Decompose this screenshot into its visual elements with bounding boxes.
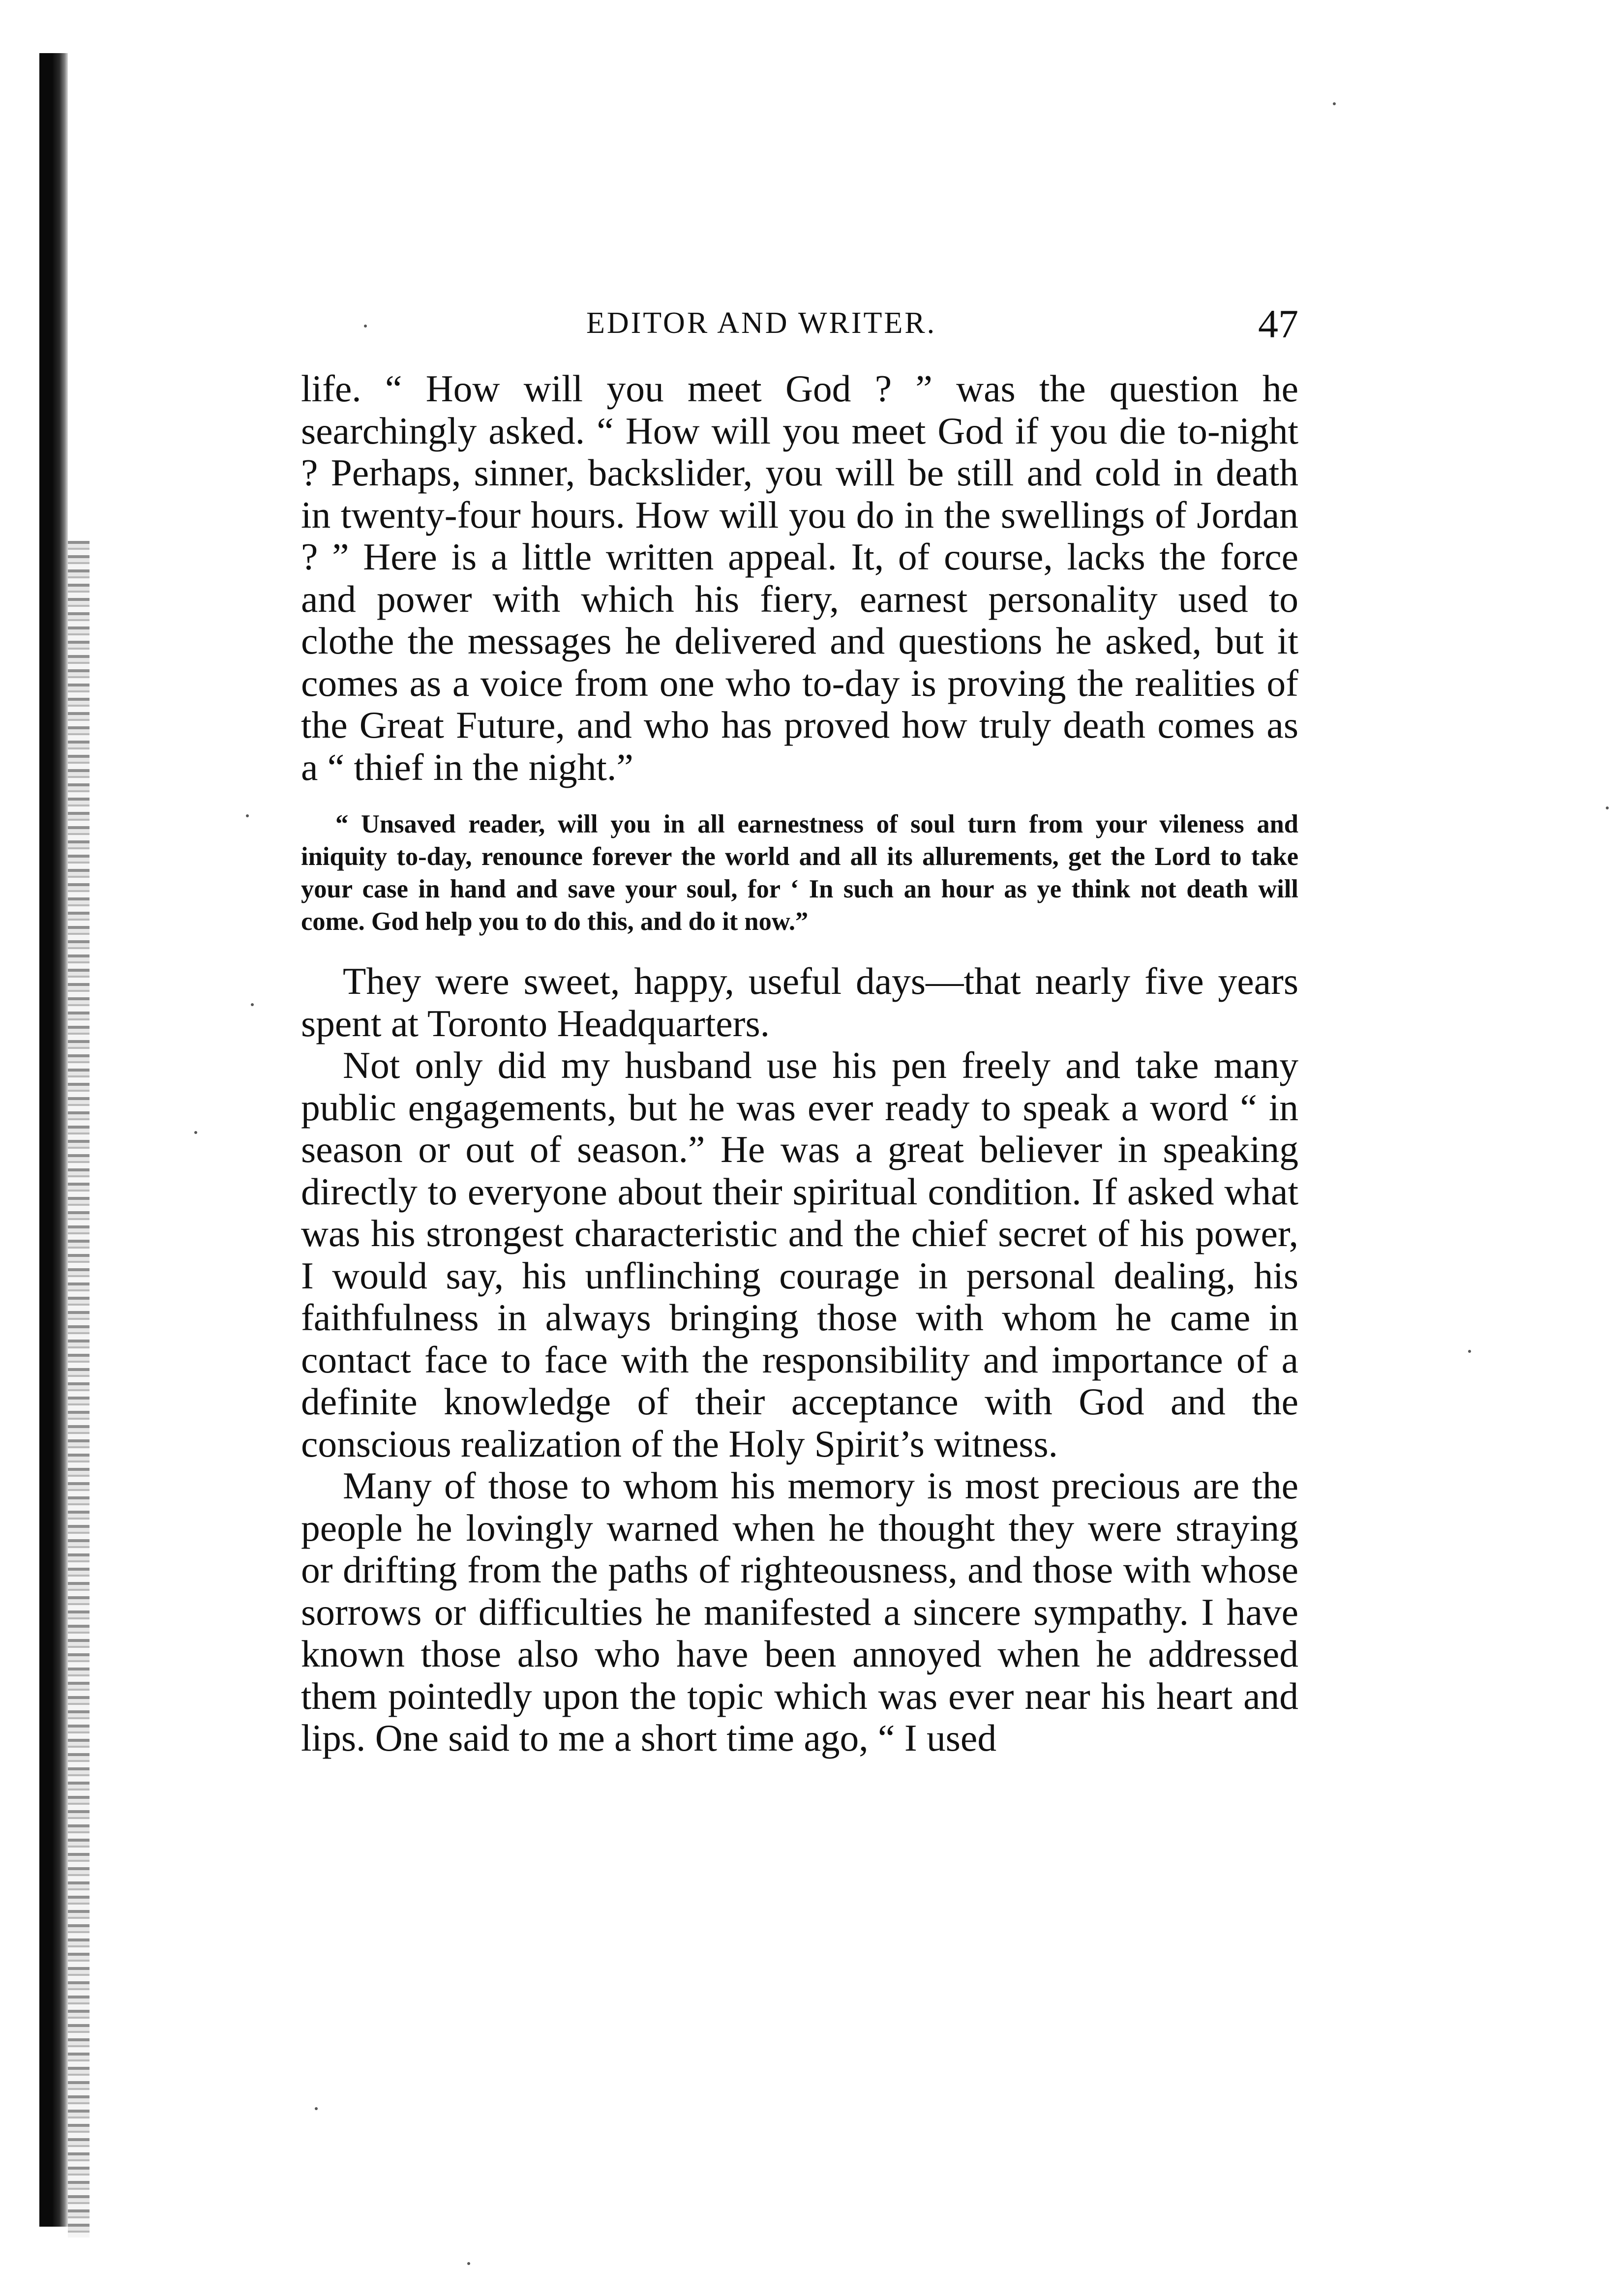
scan-speck [1333,102,1336,105]
scan-speck [246,814,249,817]
paragraph-3: Not only did my husband use his pen freely and take many public engagements, but he was ever ready to speak a word “ in season or out of season.” He was a great believer in speaking directly to everyone about their spiritual condition. If asked what was his strongest characteristic and the chief secret of his power, I would say, his unflinching courage in personal dealing, his faithfulness in always bringing those with whom he came in contact face to face with the responsibility and importance of a definite knowledge of their acceptance with God and the conscious realization of the Holy Spirit’s witness. [301,1044,1298,1465]
binding-shadow [68,541,90,2237]
scan-speck [1468,1350,1471,1353]
text-block [301,368,1298,1759]
running-head-title: EDITOR AND WRITER. [586,306,937,340]
paragraph-4: Many of those to whom his memory is most precious are the people he lovingly warned when he thought they were straying or drifting from the paths of righteousness, and those with whose sorrows or difficulties he manifested a sincere sympathy. I have known those also who have been annoyed when he addressed them pointedly upon the topic which was ever near his heart and lips. One said to me a short time ago, “ I used [301,1464,1298,1759]
binding-edge [39,53,68,2227]
paragraph-2: They were sweet, happy, useful days—that nearly five years spent at Toronto Headquarters. [301,960,1298,1044]
page-number: 47 [1258,301,1298,346]
running-head [301,301,1298,346]
scan-speck [251,1003,254,1006]
scan-speck [315,2107,318,2110]
scan-speck [1606,806,1609,809]
scan-speck [194,1131,197,1134]
paragraph-1: life. “ How will you meet God ? ” was the question he searchingly asked. “ How will you meet God if you die to-night ? Perhaps, sinner, backslider, you will be still and cold in death in twenty-four hours. How will you do in the swellings of Jordan ? ” Here is a little written appeal. It, of course, lacks the force and power with which his fiery, earnest personality used to clothe the messages he delivered and questions he asked, but it comes as a voice from one who to-day is proving the realities of the Great Future, and who has proved how truly death comes as a “ thief in the night.” [301,367,1298,788]
block-quote: “ Unsaved reader, will you in all earnestness of soul turn from your vileness and iniquity to-day, renounce forever the world and all its allurements, get the Lord to take your case in hand and save your soul, for ‘ In such an hour as ye think not death will come. God help you to do this, and do it now.” [301,810,1298,936]
scan-speck [467,2262,470,2265]
